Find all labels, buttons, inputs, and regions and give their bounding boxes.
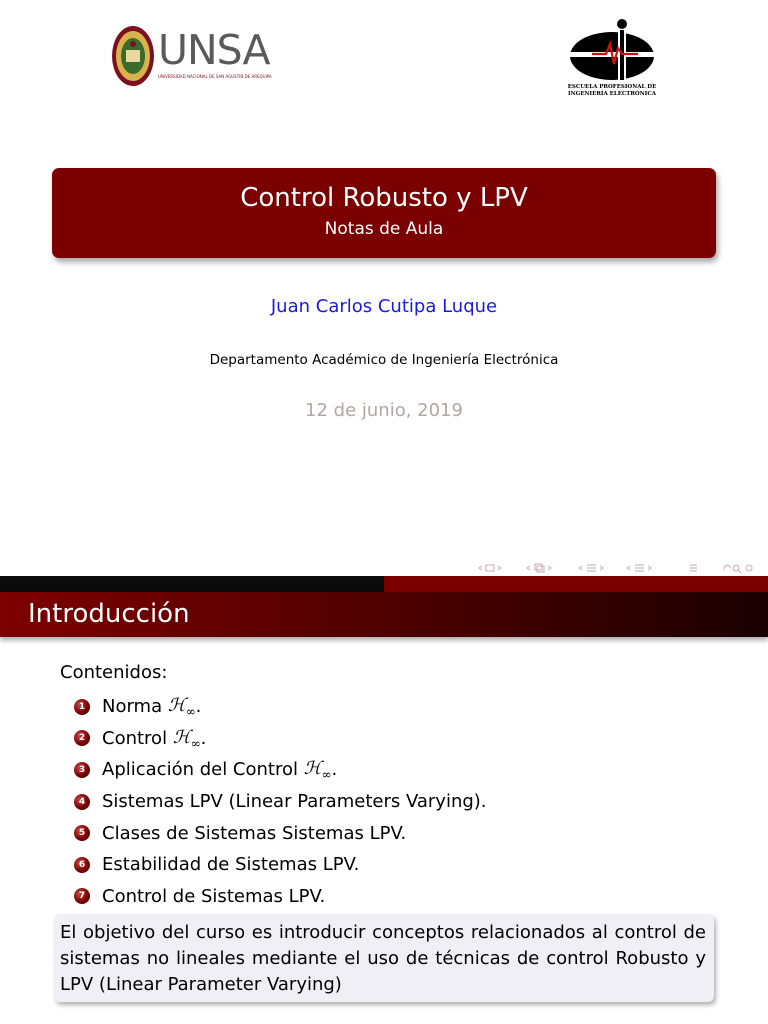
list-item [74,691,487,723]
frame-title: Introducción [28,599,190,629]
enum-ball-icon: 2 [74,730,90,746]
item-punct: . [200,727,207,749]
unsa-seal-icon [110,24,156,88]
h-infinity-symbol: ℋ$_\infty$ [303,758,332,782]
author-name: Juan Carlos Cutipa Luque [270,296,498,317]
item-text: Control de Sistemas LPV. [102,885,326,907]
item-text: Estabilidad de Sistemas LPV. [102,854,360,876]
enum-ball-icon: 7 [74,888,90,904]
enum-ball-icon: 1 [74,699,90,715]
frame-title-bar [0,592,768,637]
ie-caption-line1: ESCUELA PROFESIONAL DE [567,84,657,90]
headline-left-segment [0,576,384,592]
item-punct: . [331,759,338,781]
list-item [74,786,487,818]
nav-subsection-icon [527,564,551,572]
institute: Departamento Académico de Ingeniería Electrónica [209,352,559,368]
objective-text: El objetivo del curso es introducir conceptos relacionados al control de sistemas no lineales mediante el uso de técnicas de control Robusto y LPV (Linear Parameter Varying) [60,922,706,995]
ie-caption-line2: INGENIERÍA ELECTRÓNICA [568,91,656,97]
nav-section-icon [579,565,603,571]
presentation-subtitle: Notas de Aula [324,219,444,239]
contents-list [74,691,487,912]
electronics-school-icon [562,18,662,84]
introduction-slide [0,576,768,1024]
contents-label: Contenidos: [60,662,168,683]
beamer-navigation-symbols[interactable] [478,562,768,574]
enum-ball-icon: 5 [74,825,90,841]
item-text: Norma [102,696,163,718]
item-punct: . [195,696,202,718]
item-text: Aplicación del Control [102,759,298,781]
h-infinity-symbol: ℋ$_\infty$ [167,695,196,719]
objective-block [54,914,714,1002]
headline-bar [0,576,768,592]
item-text: Control [102,727,168,749]
enum-ball-icon: 6 [74,857,90,873]
list-item [74,723,487,755]
headline-right-segment [384,576,768,592]
title-block [52,168,716,258]
item-text: Sistemas LPV (Linear Parameters Varying). [102,791,487,813]
presentation-date: 12 de junio, 2019 [305,400,463,421]
nav-search-icon [724,565,752,573]
unsa-subtitle: UNIVERSIDAD NACIONAL DE SAN AGUSTIN DE AREQUIPA [158,74,272,79]
ie-caption [562,84,662,98]
unsa-wordmark: UNSA [158,26,270,74]
nav-frame-icon [479,565,501,571]
h-infinity-symbol: ℋ$_\infty$ [172,726,201,751]
list-item [74,754,487,786]
item-text: Clases de Sistemas Sistemas LPV. [102,822,407,844]
unsa-logo [110,24,272,88]
list-item [74,849,487,881]
ie-logo [562,18,662,102]
list-item [74,817,487,849]
list-item [74,881,487,913]
enum-ball-icon: 4 [74,794,90,810]
nav-outline-icon [690,565,697,571]
nav-document-icon [627,565,651,571]
enum-ball-icon: 3 [74,762,90,778]
presentation-title: Control Robusto y LPV [240,183,528,213]
